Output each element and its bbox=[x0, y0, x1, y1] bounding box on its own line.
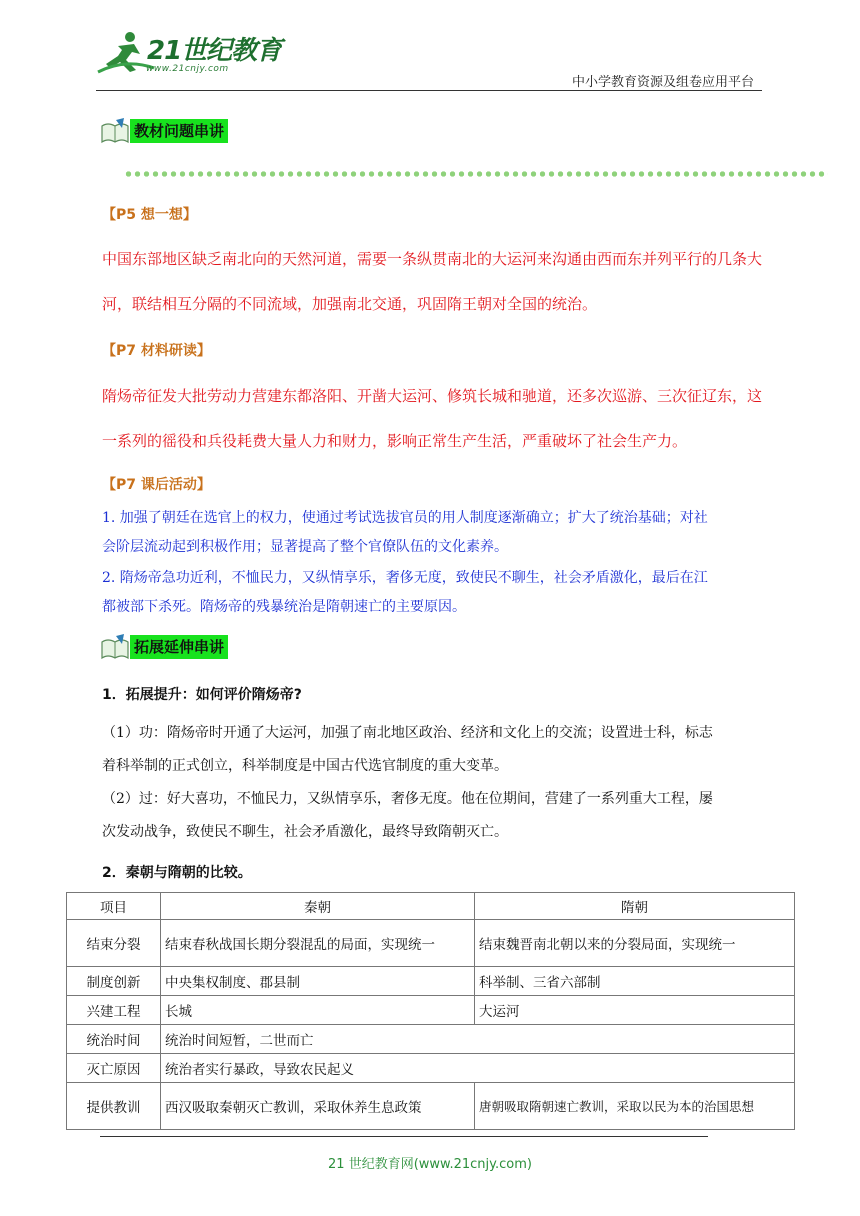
logo-url: www.21cnjy.com bbox=[146, 64, 229, 74]
table-row bbox=[67, 1025, 795, 1054]
answer-line: 次发动战争，致使民不聊生，社会矛盾激化，最终导致隋朝灭亡。 bbox=[102, 824, 508, 840]
table-cell: 唐朝吸取隋朝速亡教训，采取以民为本的治国思想 bbox=[475, 1083, 795, 1130]
table-cell: 统治时间 bbox=[67, 1025, 161, 1054]
p7-activity-line: 1. 加强了朝廷在选官上的权力，使通过考试选拔官员的用人制度逐渐确立；扩大了统治基础；对社 bbox=[102, 510, 708, 526]
table-cell: 统治时间短暂，二世而亡 bbox=[161, 1025, 795, 1054]
p7-activity-tag: 【P7 课后活动】 bbox=[102, 477, 211, 493]
open-book-icon bbox=[100, 632, 130, 662]
question-heading: 2．秦朝与隋朝的比较。 bbox=[102, 865, 252, 881]
p5-answer-line: 中国东部地区缺乏南北向的天然河道，需要一条纵贯南北的大运河来沟通由西而东并列平行的几条大 bbox=[102, 250, 763, 268]
section-heading-extension bbox=[100, 634, 228, 660]
section-title: 拓展延伸串讲 bbox=[130, 635, 228, 659]
table-header: 秦朝 bbox=[161, 893, 475, 920]
p7-activity-line: 2. 隋炀帝急功近利，不恤民力，又纵情享乐，奢侈无度，致使民不聊生，社会矛盾激化，最后在江 bbox=[102, 570, 708, 586]
table-cell: 制度创新 bbox=[67, 967, 161, 996]
table-cell: 灭亡原因 bbox=[67, 1054, 161, 1083]
p7-reading-line: 隋炀帝征发大批劳动力营建东都洛阳、开凿大运河、修筑长城和驰道，还多次巡游、三次征辽东，这 bbox=[102, 387, 763, 405]
footer-text[interactable]: 21 世纪教育网(www.21cnjy.com) bbox=[328, 1157, 532, 1172]
table-cell: 结束魏晋南北朝以来的分裂局面，实现统一 bbox=[475, 920, 795, 967]
question-heading: 1．拓展提升：如何评价隋炀帝? bbox=[102, 687, 302, 703]
comparison-table bbox=[66, 892, 795, 1130]
answer-line: （1）功：隋炀帝时开通了大运河，加强了南北地区政治、经济和文化上的交流；设置进士科，标志 bbox=[102, 725, 713, 741]
table-cell: 中央集权制度、郡县制 bbox=[161, 967, 475, 996]
p5-answer-line: 河，联结相互分隔的不同流域，加强南北交通，巩固隋王朝对全国的统治。 bbox=[102, 295, 598, 313]
table-cell: 结束春秋战国长期分裂混乱的局面，实现统一 bbox=[161, 920, 475, 967]
table-cell: 统治者实行暴政，导致农民起义 bbox=[161, 1054, 795, 1083]
table-row bbox=[67, 967, 795, 996]
table-row bbox=[67, 1083, 795, 1130]
table-cell: 结束分裂 bbox=[67, 920, 161, 967]
p5-tag: 【P5 想一想】 bbox=[102, 207, 197, 223]
table-header: 隋朝 bbox=[475, 893, 795, 920]
section-heading-textbook bbox=[100, 118, 228, 144]
section-title: 教材问题串讲 bbox=[130, 119, 228, 143]
table-cell: 西汉吸取秦朝灭亡教训，采取休养生息政策 bbox=[161, 1083, 475, 1130]
open-book-icon bbox=[100, 116, 130, 146]
p7-reading-tag: 【P7 材料研读】 bbox=[102, 343, 211, 359]
table-cell: 提供教训 bbox=[67, 1083, 161, 1130]
table-row bbox=[67, 996, 795, 1025]
table-header: 项目 bbox=[67, 893, 161, 920]
table-row bbox=[67, 1054, 795, 1083]
p7-activity-line: 会阶层流动起到积极作用；显著提高了整个官僚队伍的文化素养。 bbox=[102, 539, 508, 555]
table-cell: 大运河 bbox=[475, 996, 795, 1025]
answer-line: 着科举制的正式创立，科举制度是中国古代选官制度的重大变革。 bbox=[102, 758, 508, 774]
footer-divider bbox=[100, 1136, 708, 1137]
answer-line: （2）过：好大喜功，不恤民力，又纵情享乐，奢侈无度。他在位期间，营建了一系列重大工程，屡 bbox=[102, 791, 713, 807]
table-row bbox=[67, 920, 795, 967]
p7-activity-line: 都被部下杀死。隋炀帝的残暴统治是隋朝速亡的主要原因。 bbox=[102, 599, 466, 615]
table-cell: 长城 bbox=[161, 996, 475, 1025]
table-cell: 兴建工程 bbox=[67, 996, 161, 1025]
p7-reading-line: 一系列的徭役和兵役耗费大量人力和财力，影响正常生产生活，严重破坏了社会生产力。 bbox=[102, 432, 688, 450]
platform-name: 中小学教育资源及组卷应用平台 bbox=[571, 75, 754, 90]
header-divider bbox=[96, 90, 762, 91]
table-cell: 科举制、三省六部制 bbox=[475, 967, 795, 996]
dotted-divider bbox=[124, 170, 828, 178]
table-header-row bbox=[67, 893, 795, 920]
logo-text: 21世纪教育 bbox=[147, 36, 282, 66]
